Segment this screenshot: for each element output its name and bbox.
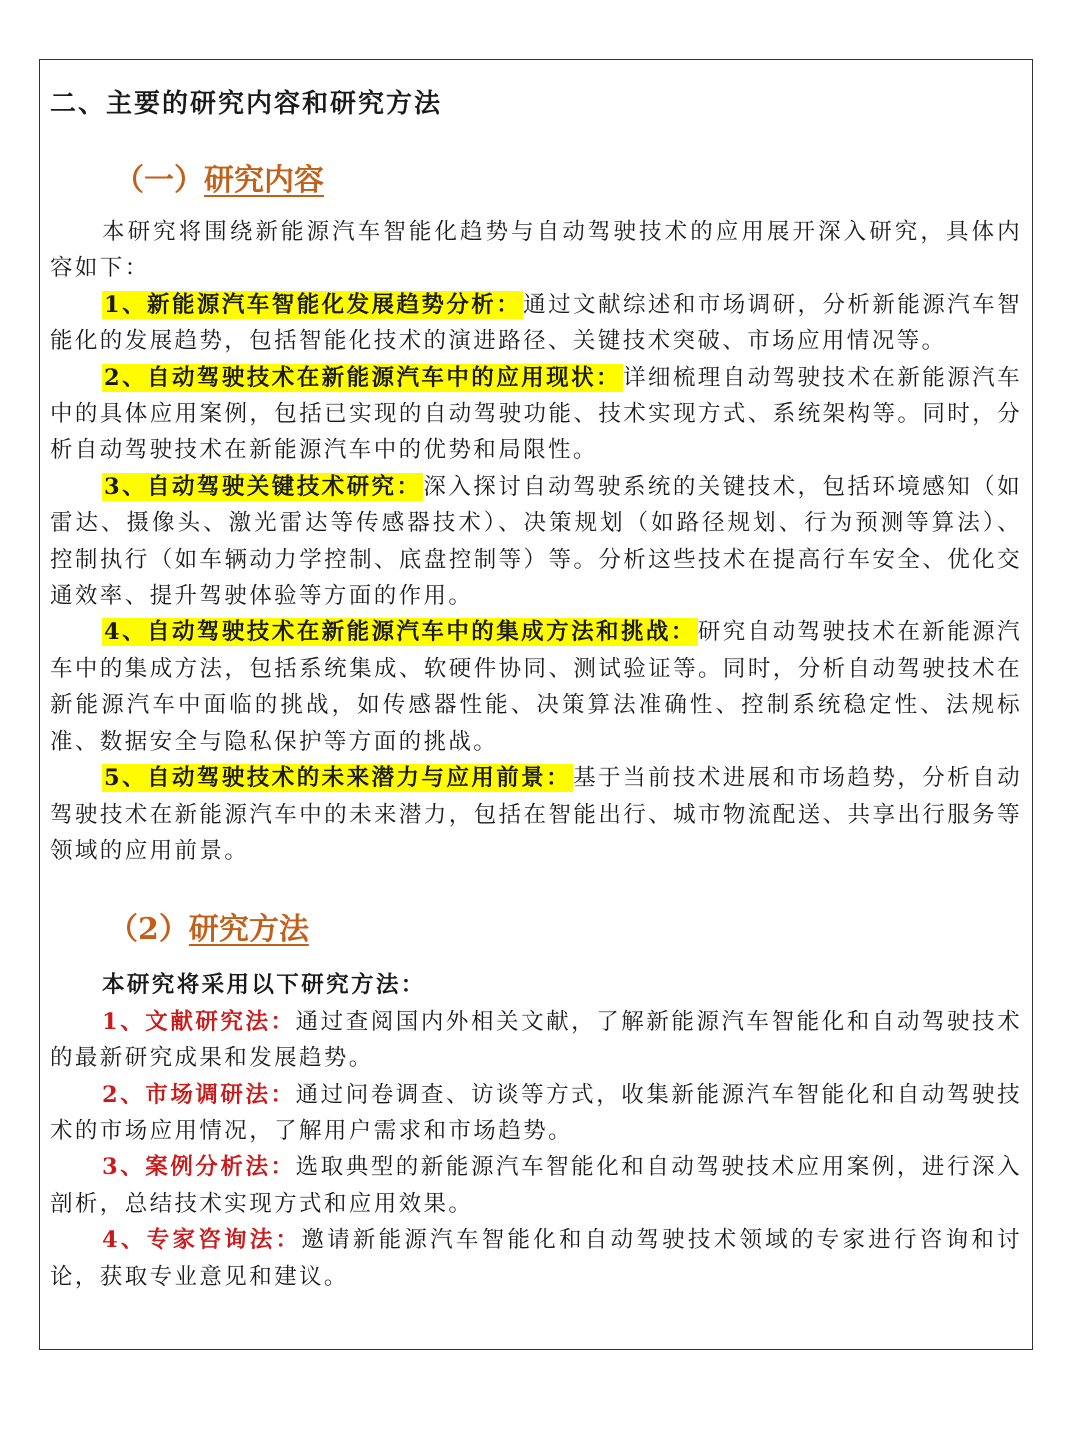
method-label: 3、案例分析法： (102, 1154, 296, 1181)
content-item (50, 469, 1022, 615)
item-label: 3、自动驾驶关键技术研究： (104, 473, 422, 500)
method-label: 1、文献研究法： (102, 1008, 296, 1035)
section-number: （一） (114, 163, 204, 198)
section-heading-content (50, 156, 1022, 206)
content-item (50, 760, 1022, 869)
method-text: 邀请新能源汽车智能化和自动驾驶技术领域的专家进行咨询和讨论，获取专业意见和建议。 (50, 1227, 1023, 1290)
content-item (50, 287, 1022, 360)
method-item (50, 1004, 1022, 1077)
section-title: 研究方法 (188, 912, 309, 948)
item-text: 基于当前技术进展和市场趋势，分析自动驾驶技术在新能源汽车中的未来潜力，包括在智能出行、城市物流配送、共享出行服务等领域的应用前景。 (50, 765, 1023, 864)
method-text: 选取典型的新能源汽车智能化和自动驾驶技术应用案例，进行深入剖析，总结技术实现方式和应用效果。 (50, 1154, 1022, 1217)
item-label: 5、自动驾驶技术的未来潜力与应用前景： (104, 765, 572, 792)
item-text: 深入探讨自动驾驶系统的关键技术，包括环境感知（如雷达、摄像头、激光雷达等传感器技术）、决策规划（如路径规划、行为预测等算法）、控制执行（如车辆动力学控制、底盘控制等）等。分析这些技术在提高行车安全、优化交通效率、提升驾驶体验等方面的作用。 (50, 473, 1023, 610)
method-text: 通过查阅国内外相关文献，了解新能源汽车智能化和自动驾驶技术的最新研究成果和发展趋势。 (50, 1008, 1022, 1072)
section-intro: 本研究将采用以下研究方法： (102, 972, 426, 999)
method-label: 4、专家咨询法： (102, 1227, 302, 1254)
item-label: 1、新能源汽车智能化发展趋势分析： (104, 291, 522, 318)
method-item (50, 1222, 1022, 1295)
section-title: 研究内容 (204, 163, 324, 198)
method-label: 2、市场调研法： (102, 1081, 296, 1108)
page-title: 二、主要的研究内容和研究方法 (50, 89, 443, 119)
section-intro: 本研究将围绕新能源汽车智能化趋势与自动驾驶技术的应用展开深入研究，具体内容如下： (50, 219, 1022, 282)
content-item (50, 360, 1022, 469)
content-item (50, 614, 1022, 760)
section-number: （2） (108, 912, 189, 948)
item-label: 4、自动驾驶技术在新能源汽车中的集成方法和挑战： (104, 619, 696, 646)
document-content (50, 82, 1022, 1295)
item-label: 2、自动驾驶技术在新能源汽车中的应用现状： (104, 364, 621, 391)
method-text: 通过问卷调查、访谈等方式，收集新能源汽车智能化和自动驾驶技术的市场应用情况，了解用户需求和市场趋势。 (50, 1081, 1022, 1144)
method-item (50, 1149, 1022, 1222)
section-heading-methods (50, 905, 1022, 955)
item-text: 研究自动驾驶技术在新能源汽车中的集成方法，包括系统集成、软硬件协同、测试验证等。同时，分析自动驾驶技术在新能源汽车中面临的挑战，如传感器性能、决策算法准确性、控制系统稳定性、法规标准、数据安全与隐私保护等方面的挑战。 (50, 619, 1022, 755)
item-text: 通过文献综述和市场调研，分析新能源汽车智能化的发展趋势，包括智能化技术的演进路径、关键技术突破、市场应用情况等。 (50, 291, 1022, 355)
item-text: 详细梳理自动驾驶技术在新能源汽车中的具体应用案例，包括已实现的自动驾驶功能、技术实现方式、系统架构等。同时，分析自动驾驶技术在新能源汽车中的优势和局限性。 (50, 364, 1022, 464)
method-item (50, 1077, 1022, 1150)
